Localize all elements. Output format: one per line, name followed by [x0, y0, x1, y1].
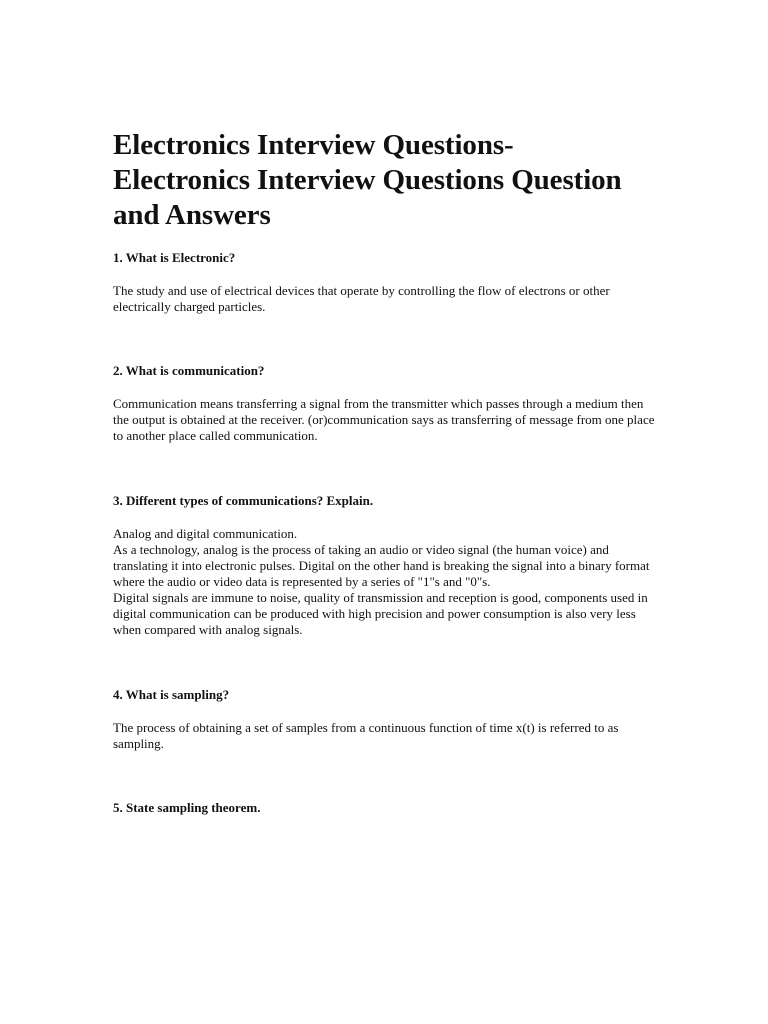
question-4: 4. What is sampling?: [113, 687, 230, 702]
question-2: 2. What is communication?: [113, 363, 265, 378]
document-title: [113, 128, 673, 233]
qa-item-3: [113, 493, 673, 638]
document-page: [113, 128, 673, 833]
answer-3-paragraph-1: Analog and digital communication.: [113, 526, 298, 541]
question-1: 1. What is Electronic?: [113, 250, 236, 265]
answer-2: [113, 396, 658, 444]
qa-item-1: [113, 250, 673, 315]
spacer: [113, 315, 673, 363]
spacer: [113, 752, 673, 800]
answer-1-paragraph-1: The study and use of electrical devices that operate by controlling the flow of electrons or other electrically charged particles.: [113, 283, 610, 314]
qa-item-4: [113, 687, 673, 752]
answer-2-paragraph-1: Communication means transferring a signal from the transmitter which passes through a medium then the output is obtained at the receiver. (or)communication says as transferring of message from one place to another place called communication.: [113, 396, 655, 443]
title-line-1: Electronics Interview Questions-: [113, 129, 514, 161]
answer-3-paragraph-2: As a technology, analog is the process of taking an audio or video signal (the human voice) and translating it into electronic pulses. Digital on the other hand is breaking the signal into a binary format where the audio or video data is represented by a series of "1"s and "0"s.: [113, 542, 650, 589]
qa-item-2: [113, 363, 673, 444]
question-5: 5. State sampling theorem.: [113, 800, 261, 815]
answer-1: [113, 283, 658, 315]
qa-item-5: [113, 800, 673, 816]
answer-3: [113, 526, 658, 638]
spacer: [113, 444, 673, 493]
answer-4: [113, 720, 658, 752]
spacer: [113, 638, 673, 687]
title-line-3: and Answers: [113, 199, 271, 231]
question-3: 3. Different types of communications? Explain.: [113, 493, 374, 508]
answer-3-paragraph-3: Digital signals are immune to noise, quality of transmission and reception is good, components used in digital communication can be produced with high precision and power consumption is also very less when compared with analog signals.: [113, 590, 648, 637]
answer-4-paragraph-1: The process of obtaining a set of samples from a continuous function of time x(t) is referred to as sampling.: [113, 720, 619, 751]
title-line-2: Electronics Interview Questions Question: [113, 164, 622, 196]
